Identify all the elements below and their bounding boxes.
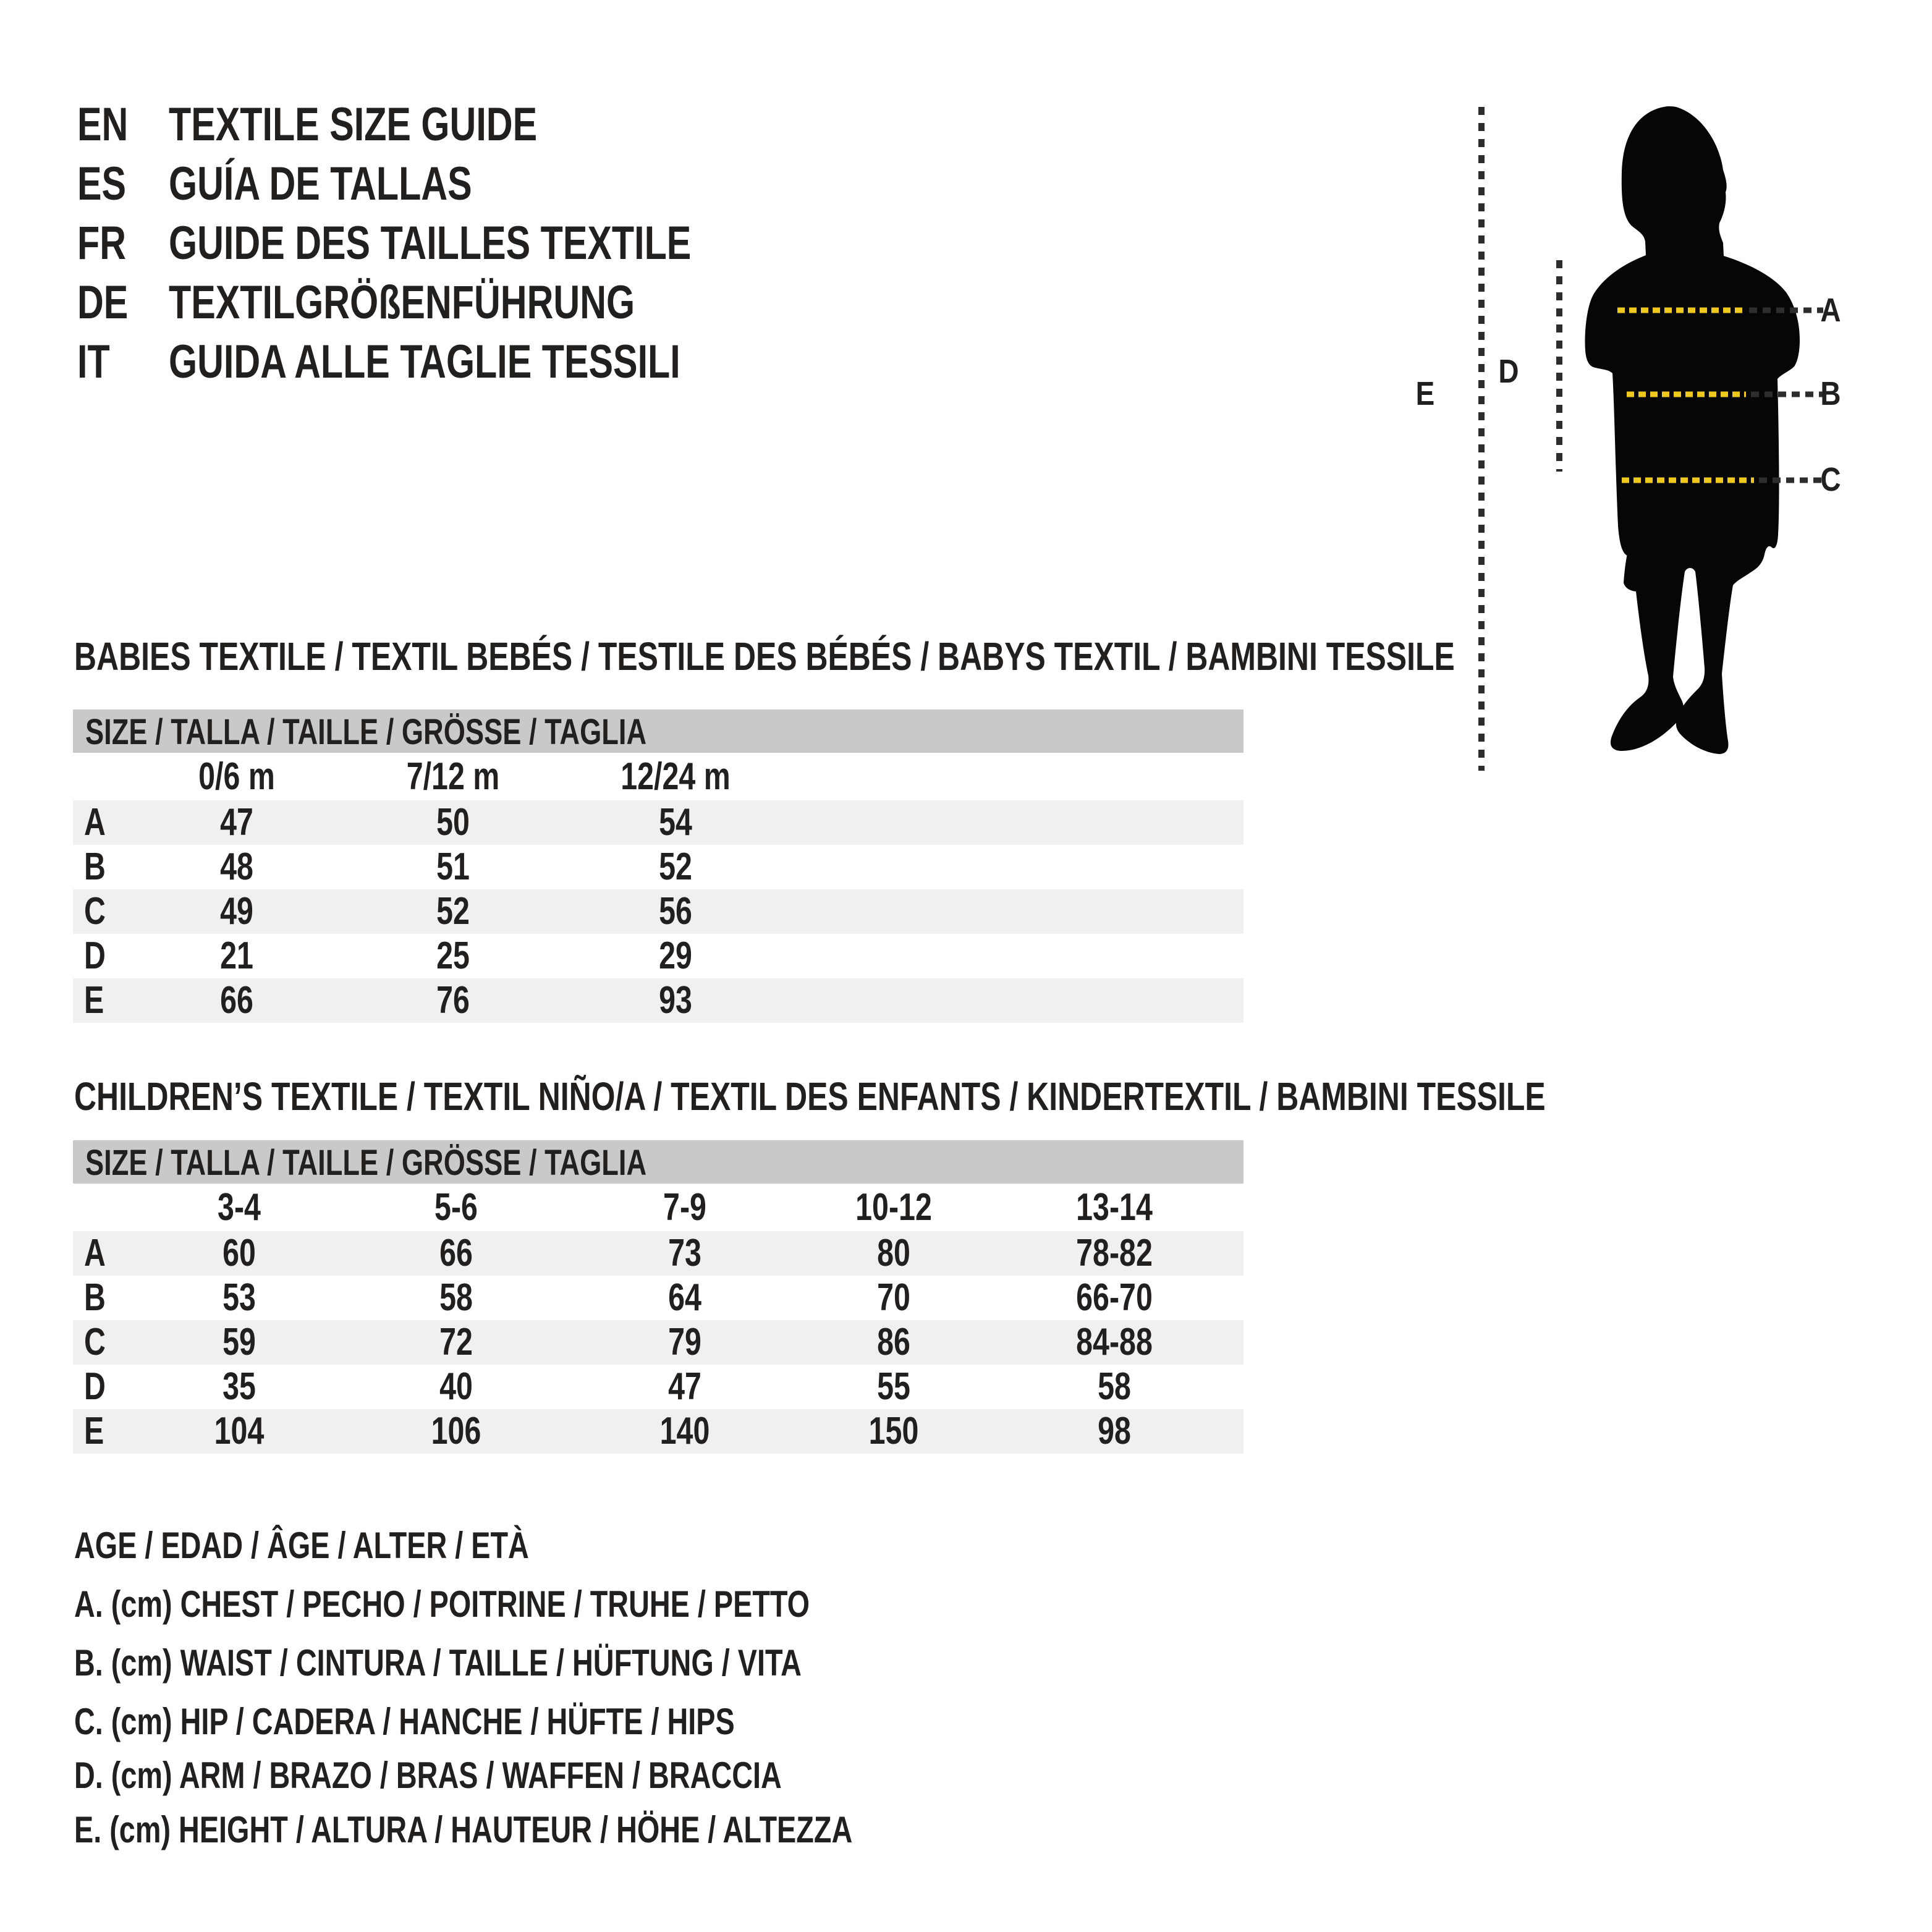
language-code: DE — [77, 276, 129, 329]
babies-section-title-text: BABIES TEXTILE / TEXTIL BEBÉS / TESTILE DES BÉBÉS / BABYS TEXTIL / BAMBINI TESSILE — [74, 634, 1455, 679]
column-header: 5-6 — [434, 1186, 478, 1229]
legend-text: A. (cm) CHEST / PECHO / POITRINE / TRUHE / PETTO — [74, 1583, 810, 1625]
cell-value: 84-88 — [1076, 1321, 1153, 1363]
cell-value: 140 — [659, 1410, 710, 1452]
language-code: IT — [77, 336, 110, 388]
table-row — [73, 1276, 1244, 1320]
cell-value: 56 — [659, 890, 692, 933]
column-header: 7/12 m — [406, 755, 500, 798]
measure-label-b: B — [1820, 375, 1841, 412]
children-size-table — [73, 1140, 1244, 1454]
cell-value: 104 — [214, 1410, 265, 1452]
cell-value: 98 — [1098, 1410, 1131, 1452]
table-row — [73, 845, 1244, 889]
cell-value: 66-70 — [1076, 1276, 1153, 1319]
table-row — [73, 1320, 1244, 1365]
cell-value: 72 — [439, 1321, 473, 1363]
column-header: 0/6 m — [198, 755, 275, 798]
row-label: E — [84, 979, 104, 1022]
table-row — [73, 1231, 1244, 1276]
cell-value: 106 — [431, 1410, 481, 1452]
babies-size-header-text: SIZE / TALLA / TAILLE / GRÖSSE / TAGLIA — [85, 712, 647, 752]
row-label: D — [84, 1365, 106, 1408]
column-header: 3-4 — [218, 1186, 261, 1229]
children-size-header-text: SIZE / TALLA / TAILLE / GRÖSSE / TAGLIA — [85, 1143, 647, 1183]
legend-line-waist — [74, 1643, 1007, 1684]
language-label: TEXTILGRÖßENFÜHRUNG — [169, 276, 635, 329]
language-label: GUÍA DE TALLAS — [169, 158, 472, 210]
table-row — [73, 1409, 1244, 1454]
language-code: FR — [77, 217, 127, 269]
legend-text: C. (cm) HIP / CADERA / HANCHE / HÜFTE / HIPS — [74, 1701, 735, 1742]
cell-value: 50 — [436, 801, 470, 844]
cell-value: 35 — [222, 1365, 256, 1408]
language-label: GUIDE DES TAILLES TEXTILE — [169, 217, 692, 269]
legend-text: E. (cm) HEIGHT / ALTURA / HAUTEUR / HÖHE / ALTEZZA — [74, 1809, 853, 1850]
measure-label-d: D — [1498, 353, 1519, 390]
cell-value: 58 — [439, 1276, 473, 1319]
table-row — [73, 889, 1244, 934]
measurement-figure — [1409, 71, 1932, 788]
children-section-title-text: CHILDREN’S TEXTILE / TEXTIL NIÑO/A / TEXTIL DES ENFANTS / KINDERTEXTIL / BAMBINI TESSILE — [74, 1074, 1546, 1119]
cell-value: 47 — [668, 1365, 701, 1408]
children-column-header-row — [73, 1184, 1244, 1231]
legend-line-chest — [74, 1584, 1017, 1625]
cell-value: 66 — [220, 979, 253, 1022]
cell-value: 25 — [436, 934, 470, 977]
table-row — [73, 978, 1244, 1023]
column-header: 13-14 — [1076, 1186, 1153, 1229]
cell-value: 49 — [220, 890, 253, 933]
language-code: ES — [77, 158, 127, 210]
cell-value: 78-82 — [1076, 1232, 1153, 1274]
legend-line-height — [74, 1810, 1072, 1850]
row-label: A — [84, 801, 106, 844]
cell-value: 70 — [877, 1276, 910, 1319]
cell-value: 53 — [222, 1276, 256, 1319]
legend-line-arm — [74, 1755, 981, 1796]
measure-label-c: C — [1820, 461, 1841, 498]
legend-line-age — [74, 1525, 657, 1566]
column-header: 12/24 m — [621, 755, 731, 798]
cell-value: 79 — [668, 1321, 701, 1363]
language-label: GUIDA ALLE TAGLIE TESSILI — [169, 336, 680, 388]
column-header: 10-12 — [855, 1186, 932, 1229]
cell-value: 86 — [877, 1321, 910, 1363]
babies-column-header-row — [73, 753, 1244, 800]
cell-value: 64 — [668, 1276, 701, 1319]
babies-size-table — [73, 710, 1244, 1023]
babies-size-header-bar — [73, 710, 1244, 753]
children-size-header-bar — [73, 1140, 1244, 1184]
children-section-title — [74, 1074, 1932, 1119]
language-code: EN — [77, 98, 129, 151]
table-row — [73, 800, 1244, 845]
babies-section-title — [74, 634, 1844, 679]
legend-text: D. (cm) ARM / BRAZO / BRAS / WAFFEN / BRACCIA — [74, 1755, 782, 1796]
cell-value: 59 — [222, 1321, 256, 1363]
row-label: C — [84, 890, 106, 933]
row-label: D — [84, 934, 106, 977]
row-label: B — [84, 1276, 106, 1319]
cell-value: 40 — [439, 1365, 473, 1408]
cell-value: 52 — [659, 845, 692, 888]
table-row — [73, 1365, 1244, 1409]
cell-value: 29 — [659, 934, 692, 977]
legend-text: B. (cm) WAIST / CINTURA / TAILLE / HÜFTUNG / VITA — [74, 1642, 802, 1684]
column-header: 7-9 — [663, 1186, 706, 1229]
row-label: B — [84, 845, 106, 888]
cell-value: 58 — [1098, 1365, 1131, 1408]
cell-value: 73 — [668, 1232, 701, 1274]
cell-value: 55 — [877, 1365, 910, 1408]
cell-value: 51 — [436, 845, 470, 888]
cell-value: 150 — [868, 1410, 919, 1452]
row-label: E — [84, 1410, 104, 1452]
cell-value: 21 — [220, 934, 253, 977]
cell-value: 76 — [436, 979, 470, 1022]
table-row — [73, 934, 1244, 978]
row-label: C — [84, 1321, 106, 1363]
cell-value: 52 — [436, 890, 470, 933]
cell-value: 48 — [220, 845, 253, 888]
legend-line-hip — [74, 1701, 921, 1742]
cell-value: 47 — [220, 801, 253, 844]
legend-text: AGE / EDAD / ÂGE / ALTER / ETÀ — [74, 1525, 529, 1566]
language-label: TEXTILE SIZE GUIDE — [169, 98, 538, 151]
measure-label-e: E — [1415, 375, 1435, 412]
cell-value: 66 — [439, 1232, 473, 1274]
measurement-figure-svg — [1409, 71, 1932, 788]
row-label: A — [84, 1232, 106, 1274]
cell-value: 80 — [877, 1232, 910, 1274]
cell-value: 54 — [659, 801, 692, 844]
measure-label-a: A — [1820, 292, 1841, 329]
cell-value: 93 — [659, 979, 692, 1022]
cell-value: 60 — [222, 1232, 256, 1274]
